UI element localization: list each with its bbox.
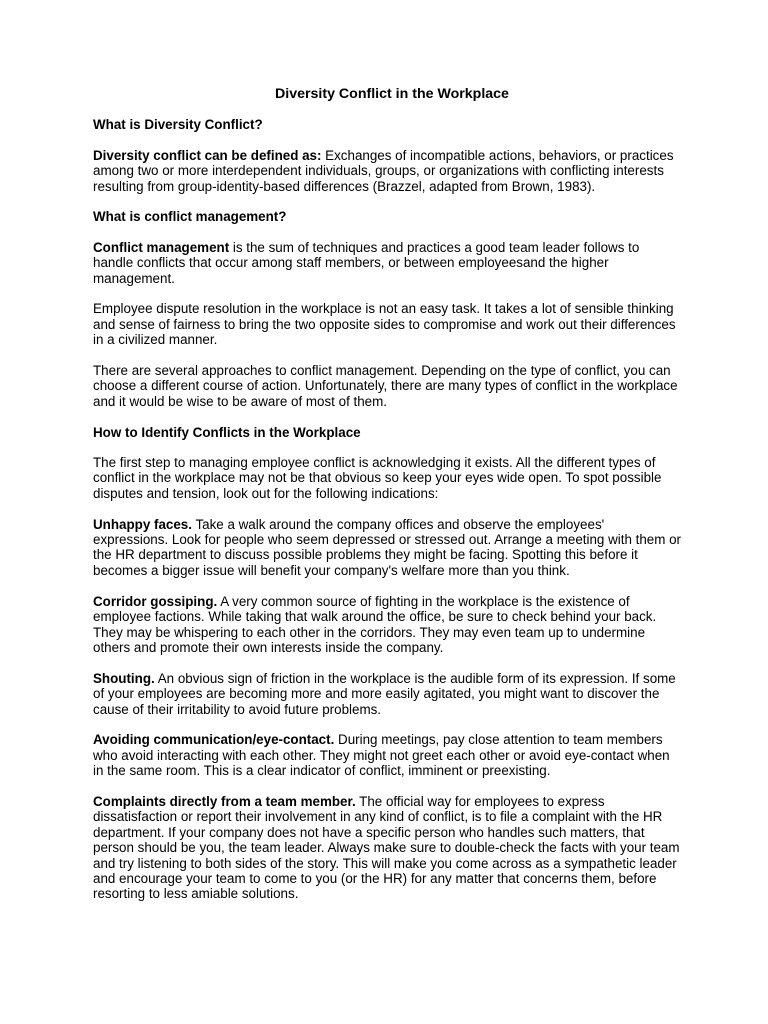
paragraph-text: Employee dispute resolution in the workplace is not an easy task. It takes a lot of sensible thinking and sense of fairness to bring the two opposite sides to compromise and work out their differences in a civilized manner. xyxy=(93,301,676,348)
paragraph-lead: Diversity conflict can be defined as: xyxy=(93,147,322,163)
paragraph-lead: Corridor gossiping. xyxy=(93,593,218,609)
paragraph-text: During meetings, pay close attention to team members who avoid interacting with each other. They might not greet each other or avoid eye-contact when in the same room. This is a clear indicator of conflict, imminent or preexisting. xyxy=(93,732,670,779)
paragraph-corridor-gossiping xyxy=(93,594,683,656)
paragraph-lead: Conflict management xyxy=(93,239,230,255)
paragraph-dispute-resolution xyxy=(93,301,683,347)
document-title: Diversity Conflict in the Workplace xyxy=(275,86,509,102)
paragraph-text: An obvious sign of friction in the workplace is the audible form of its expression. If some of your employees are becoming more and more easily agitated, you might want to discover the cause of their irritability to avoid future problems. xyxy=(93,670,676,717)
paragraph-text: A very common source of fighting in the workplace is the existence of employee factions. While taking that walk around the office, be sure to check behind your back. They may be whispering to each other in the corridors. They may even team up to undermine others and promote their own interests inside the company. xyxy=(93,593,657,655)
section-heading-conflict-management: What is conflict management? xyxy=(93,209,287,225)
paragraph-diversity-definition xyxy=(93,148,683,194)
paragraph-text: The first step to managing employee conflict is acknowledging it exists. All the different types of conflict in the workplace may not be that obvious so keep your eyes wide open. To spot possible disputes and tension, look out for the following indications: xyxy=(93,455,662,501)
paragraph-unhappy-faces xyxy=(93,517,683,579)
document-page xyxy=(93,87,683,917)
paragraph-lead: Unhappy faces. xyxy=(93,516,192,532)
paragraph-lead: Avoiding communication/eye-contact. xyxy=(93,732,335,748)
paragraph-lead: Complaints directly from a team member. xyxy=(93,793,356,809)
paragraph-shouting xyxy=(93,671,683,717)
paragraph-complaints xyxy=(93,794,683,902)
paragraph-avoiding-communication xyxy=(93,732,683,778)
paragraph-text: There are several approaches to conflict management. Depending on the type of conflict, you can choose a different course of action. Unfortunately, there are many types of conflict in the workplace and it would be wise to be aware of most of them. xyxy=(93,363,678,409)
section-heading-diversity-conflict: What is Diversity Conflict? xyxy=(93,117,263,133)
paragraph-text: Take a walk around the company offices and observe the employees' expressions. Look for people who seem depressed or stressed out. Arrange a meeting with them or the HR department to discuss possible problems they might be facing. Spotting this before it becomes a bigger issue will benefit your company's welfare more than you think. xyxy=(93,516,682,578)
paragraph-lead: Shouting. xyxy=(93,670,155,686)
paragraph-text: Exchanges of incompatible actions, behaviors, or practices among two or more interdependent individuals, groups, or organizations with conflicting interests resulting from group-identity-based differences (Brazzel, adapted from Brown, 1983). xyxy=(93,147,674,194)
paragraph-first-step xyxy=(93,455,683,501)
paragraph-text: is the sum of techniques and practices a good team leader follows to handle conflicts that occur among staff members, or between employeesand the higher management. xyxy=(93,239,640,286)
paragraph-text: The official way for employees to express dissatisfaction or report their involvement in any kind of conflict, is to file a complaint with the HR department. If your company does not have a specific person who handles such matters, that person should be you, the team leader. Always make sure to double-check the facts with your team and try listening to both sides of the story. This will make you come across as a sympathetic leader and encourage your team to come to you (or the HR) for any matter that concerns them, before resorting to less amiable solutions. xyxy=(93,793,680,902)
paragraph-conflict-management xyxy=(93,240,683,286)
paragraph-approaches xyxy=(93,363,683,409)
section-heading-identify-conflicts: How to Identify Conflicts in the Workplace xyxy=(93,424,361,440)
